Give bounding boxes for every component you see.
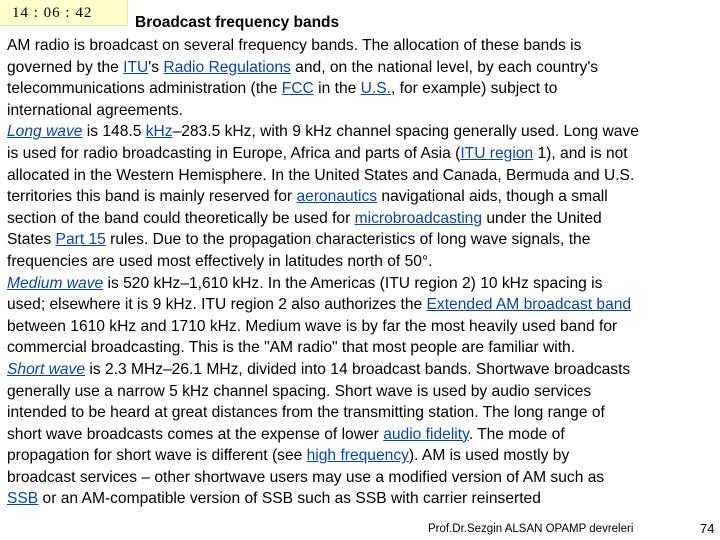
hyperlink[interactable]: ITU [123, 58, 149, 76]
text-line [7, 381, 720, 403]
clock-display: 14 : 06 : 42 [0, 0, 128, 26]
hyperlink[interactable]: FCC [281, 80, 314, 98]
text-span: rules. Due to the propagation characteristics of long wave signals, the [105, 231, 591, 249]
text-line [7, 337, 720, 359]
text-line [7, 359, 720, 381]
text-span: , for example) subject to [390, 80, 558, 98]
hyperlink[interactable]: microbroadcasting [354, 209, 483, 227]
text-span: commercial broadcasting. This is the "AM radio" that most people are familiar with. [7, 339, 576, 357]
text-span: between 1610 kHz and 1710 kHz. Medium wave is by far the most heavily used band for [7, 317, 618, 335]
text-span: short wave broadcasts comes at the expense of lower [7, 425, 384, 443]
text-span: is 520 kHz–1,610 kHz. In the Americas (ITU region 2) 10 kHz spacing is [103, 274, 603, 292]
text-line [7, 35, 720, 57]
text-line [7, 208, 720, 230]
footer-author: Prof.Dr.Sezgin ALSAN OPAMP devreleri [428, 523, 634, 535]
hyperlink[interactable]: Long wave [7, 123, 83, 141]
hyperlink[interactable]: ITU region [460, 144, 534, 162]
text-line [7, 165, 720, 187]
text-span: –283.5 kHz, with 9 kHz channel spacing generally used. Long wave [172, 123, 639, 141]
text-line [7, 57, 720, 79]
hyperlink[interactable]: Part 15 [55, 231, 106, 249]
text-span: section of the band could theoretically be used for [7, 209, 355, 227]
text-span: used; elsewhere it is 9 kHz. ITU region 2 also authorizes the [7, 296, 427, 314]
text-line [7, 467, 720, 489]
hyperlink[interactable]: kHz [145, 123, 173, 141]
hyperlink[interactable]: aeronautics [296, 188, 378, 206]
text-span: propagation for short wave is different (see [7, 447, 307, 465]
text-span: intended to be heard at great distances from the transmitting station. The long range of [7, 404, 605, 422]
text-span: and, on the national level, by each country's [290, 58, 599, 76]
hyperlink[interactable]: U.S. [360, 80, 391, 98]
text-span: international agreements. [7, 101, 183, 119]
text-span: telecommunications administration (the [7, 80, 282, 98]
page-number: 74 [700, 521, 715, 536]
hyperlink[interactable]: Radio Regulations [163, 58, 291, 76]
text-line [7, 488, 720, 510]
text-span: under the United [482, 209, 602, 227]
text-span: . The mode of [468, 425, 565, 443]
text-line [7, 186, 720, 208]
text-span: broadcast services – other shortwave users may use a modified version of AM such as [7, 468, 605, 486]
text-line [7, 294, 720, 316]
hyperlink[interactable]: audio fidelity [383, 425, 469, 443]
hyperlink[interactable]: Medium wave [7, 274, 104, 292]
text-span: AM radio is broadcast on several frequency bands. The allocation of these bands is [7, 37, 582, 54]
text-span: or an AM-compatible version of SSB such as SSB with carrier reinserted [38, 490, 541, 508]
text-line [7, 78, 720, 100]
text-line [7, 100, 720, 122]
slide-footer [428, 519, 720, 539]
text-span: in the [313, 80, 361, 98]
hyperlink[interactable]: SSB [7, 490, 39, 508]
text-span: governed by the [7, 58, 124, 76]
text-line [7, 402, 720, 424]
slide-title: Broadcast frequency bands [135, 14, 340, 31]
text-line [7, 229, 720, 251]
text-span: is used for radio broadcasting in Europe, Africa and parts of Asia ( [7, 144, 461, 162]
text-span: allocated in the Western Hemisphere. In the United States and Canada, Bermuda and U.S. [7, 166, 635, 184]
text-line [7, 316, 720, 338]
text-span: generally use a narrow 5 kHz channel spacing. Short wave is used by audio services [7, 382, 592, 400]
text-line [7, 445, 720, 467]
text-span: 's [148, 58, 164, 76]
text-span: navigational aids, though a small [377, 188, 608, 206]
text-span: territories this band is mainly reserved for [7, 188, 297, 206]
slide-body-text [7, 35, 720, 510]
text-span: 1), and is not [533, 144, 628, 162]
text-line [7, 424, 720, 446]
text-span: is 148.5 [82, 123, 146, 141]
text-line [7, 143, 720, 165]
text-line [7, 251, 720, 273]
text-span: is 2.3 MHz–26.1 MHz, divided into 14 broadcast bands. Shortwave broadcasts [85, 360, 631, 378]
hyperlink[interactable]: high frequency [306, 447, 409, 465]
text-line [7, 121, 720, 143]
text-line [7, 273, 720, 295]
hyperlink[interactable]: Short wave [7, 360, 86, 378]
hyperlink[interactable]: Extended AM broadcast band [426, 296, 632, 314]
text-span: ). AM is used mostly by [408, 447, 570, 465]
text-span: frequencies are used most effectively in latitudes north of 50°. [7, 252, 433, 270]
text-span: States [7, 231, 56, 249]
